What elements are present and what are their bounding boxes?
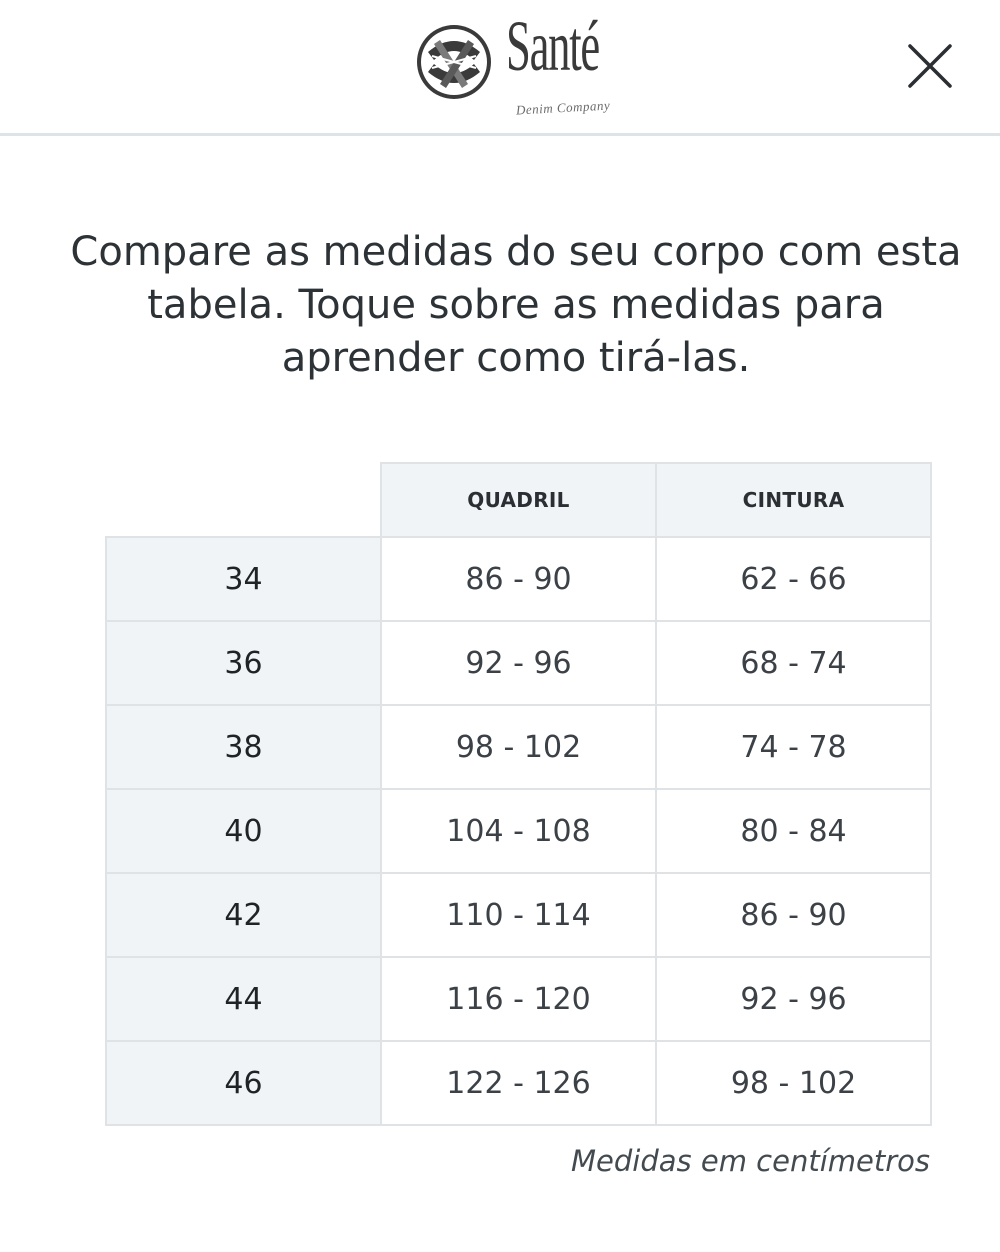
size-cell: 42 [106, 873, 381, 957]
table-corner-cell [106, 463, 381, 537]
brand-tagline: Denim Company [515, 97, 611, 118]
cintura-cell[interactable]: 86 - 90 [656, 873, 931, 957]
quadril-cell[interactable]: 122 - 126 [381, 1041, 656, 1125]
cintura-cell[interactable]: 98 - 102 [656, 1041, 931, 1125]
table-row [106, 537, 931, 621]
close-button[interactable] [904, 40, 956, 92]
table-row [106, 1041, 931, 1125]
quadril-cell[interactable]: 98 - 102 [381, 705, 656, 789]
size-cell: 46 [106, 1041, 381, 1125]
size-cell: 36 [106, 621, 381, 705]
intro-text: Compare as medidas do seu corpo com esta tabela. Toque sobre as medidas para aprender como tirá-las. [70, 229, 962, 381]
cintura-cell[interactable]: 62 - 66 [656, 537, 931, 621]
size-cell: 44 [106, 957, 381, 1041]
size-cell: 34 [106, 537, 381, 621]
quadril-cell[interactable]: 92 - 96 [381, 621, 656, 705]
quadril-cell[interactable]: 86 - 90 [381, 537, 656, 621]
brand-logo-mark-icon [414, 22, 494, 102]
table-row [106, 789, 931, 873]
size-cell: 40 [106, 789, 381, 873]
quadril-cell[interactable]: 116 - 120 [381, 957, 656, 1041]
brand-logo[interactable] [414, 6, 624, 124]
column-header-cintura[interactable]: CINTURA [656, 463, 931, 537]
table-header-row [106, 463, 931, 537]
table-row [106, 957, 931, 1041]
close-icon [904, 40, 956, 92]
size-cell: 38 [106, 705, 381, 789]
column-header-quadril[interactable]: QUADRIL [381, 463, 656, 537]
brand-name: Santé [506, 6, 599, 86]
cintura-cell[interactable]: 80 - 84 [656, 789, 931, 873]
units-note: Medidas em centímetros [571, 1144, 930, 1178]
table-row [106, 705, 931, 789]
header-bar [0, 0, 1000, 136]
cintura-cell[interactable]: 92 - 96 [656, 957, 931, 1041]
cintura-cell[interactable]: 74 - 78 [656, 705, 931, 789]
cintura-cell[interactable]: 68 - 74 [656, 621, 931, 705]
quadril-cell[interactable]: 104 - 108 [381, 789, 656, 873]
table-row [106, 873, 931, 957]
quadril-cell[interactable]: 110 - 114 [381, 873, 656, 957]
table-row [106, 621, 931, 705]
size-table [105, 462, 932, 1126]
